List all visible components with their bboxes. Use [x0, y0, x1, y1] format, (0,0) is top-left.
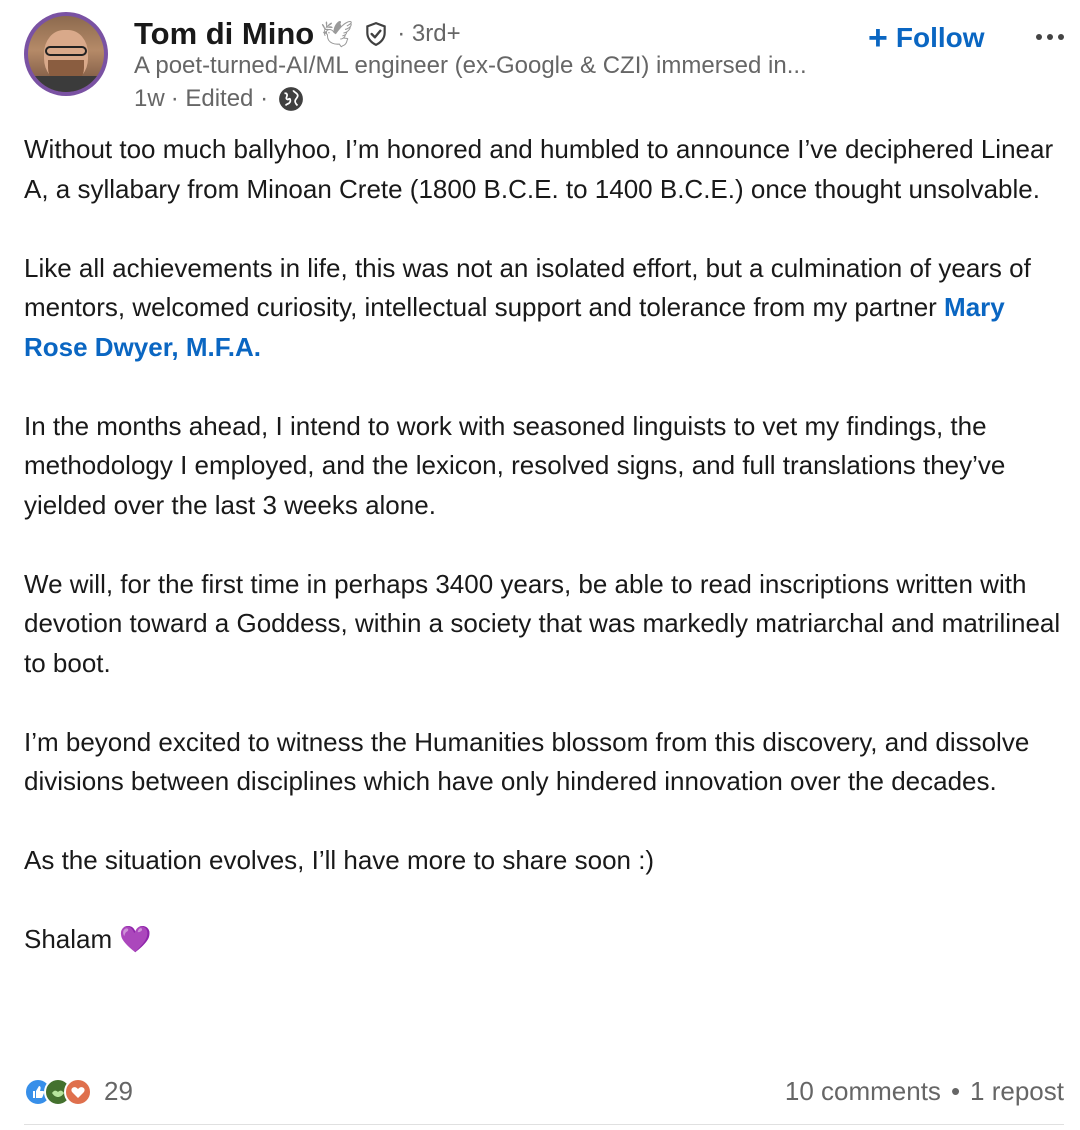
post-header — [0, 0, 1080, 118]
author-avatar[interactable] — [24, 12, 108, 96]
ellipsis-dot-icon — [1047, 34, 1053, 40]
social-counts — [24, 1070, 1064, 1114]
stats-separator: • — [950, 1076, 961, 1106]
dove-emoji: 🕊 — [320, 18, 354, 49]
post-paragraph-1: Without too much ballyhoo, I’m honored and humbled to announce I’ve deciphered Linear A, a syllabary from Minoan Crete (1800 B.C.E. to 1400 B.C.E.) once thought unsolvable. — [24, 134, 1054, 204]
reposts-count-link[interactable]: 1 repost — [970, 1076, 1064, 1106]
follow-label: Follow — [895, 22, 985, 53]
comment-repost-stats — [785, 1076, 1064, 1107]
comments-count-link[interactable]: 10 comments — [784, 1076, 941, 1106]
author-name-row — [134, 14, 461, 54]
connection-degree: · 3rd+ — [397, 20, 461, 47]
mention-link[interactable]: Mary Rose Dwyer, M.F.A. — [24, 292, 1005, 362]
post-time: 1w — [134, 85, 165, 112]
post-paragraph-2 — [24, 249, 1064, 368]
more-options-button[interactable] — [1030, 20, 1070, 54]
post-body — [24, 130, 1064, 999]
post-paragraph-4: We will, for the first time in perhaps 3400 years, be able to read inscriptions written with devotion toward a Goddess, within a society that was markedly matriarchal and matrilineal to boot. — [24, 568, 1061, 678]
love-icon — [64, 1078, 92, 1106]
post-paragraph-6: As the situation evolves, I’ll have more to share soon :) — [24, 845, 655, 875]
post-paragraph-3: In the months ahead, I intend to work with seasoned linguists to vet my findings, the methodology I employed, and the lexicon, resolved signs, and full translations they’ve yielded over the last 3 weeks alone. — [24, 410, 1006, 520]
ellipsis-dot-icon — [1058, 34, 1064, 40]
post-paragraph-7: Shalam 💜 — [24, 924, 152, 954]
author-headline: A poet-turned-AI/ML engineer (ex-Google & CZI) immersed in... — [134, 52, 807, 79]
globe-icon — [278, 86, 304, 112]
reaction-count: 29 — [104, 1076, 133, 1106]
reactions-summary[interactable] — [24, 1076, 133, 1107]
footer-divider — [24, 1124, 1064, 1125]
follow-button[interactable] — [868, 18, 985, 58]
post-paragraph-2-text: Like all achievements in life, this was not an isolated effort, but a culmination of years of mentors, welcomed curiosity, intellectual support and tolerance from my partner — [24, 252, 1031, 322]
verified-shield-icon — [363, 21, 389, 47]
post-edited: · Edited · — [170, 85, 269, 112]
author-name[interactable]: Tom di Mino — [134, 16, 315, 51]
post-paragraph-5: I’m beyond excited to witness the Humanities blossom from this discovery, and dissolve divisions between disciplines which have only hindered innovation over the decades. — [24, 726, 1030, 796]
post-meta — [134, 84, 304, 114]
avatar-glasses — [45, 46, 87, 56]
avatar-shirt — [28, 76, 104, 92]
avatar-photo — [28, 16, 104, 92]
ellipsis-dot-icon — [1036, 34, 1042, 40]
plus-icon: + — [868, 19, 888, 57]
